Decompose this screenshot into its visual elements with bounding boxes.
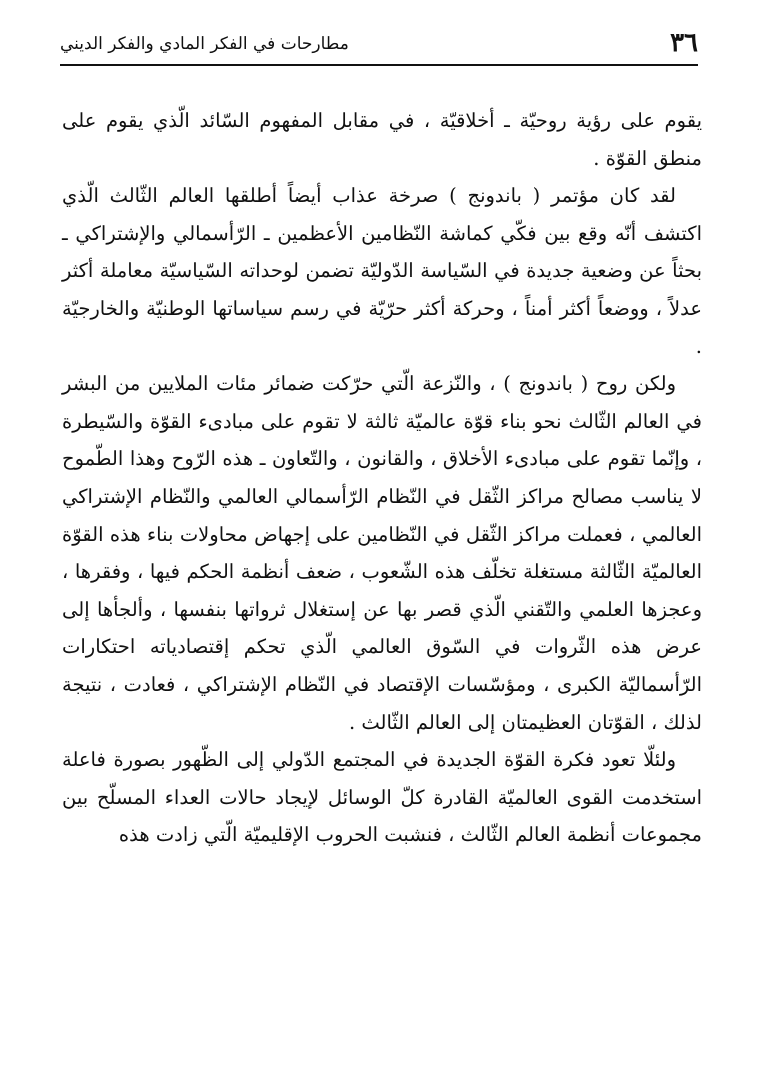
paragraph-1: يقوم على رؤية روحيّة ـ أخلاقيّة ، في مقابل المفهوم السّائد الّذي يقوم على منطق القوّة .	[62, 109, 702, 170]
paragraph-4: ولئلّا تعود فكرة القوّة الجديدة في المجتمع الدّولي إلى الظّهور بصورة فاعلة استخدمت القوى العالميّة القادرة كلّ الوسائل لإيجاد حالات العداء المسلّح بين مجموعات أنظمة العالم الثّالث ، فنشبت الحروب الإقليميّة الّتي زادت هذه	[62, 748, 702, 847]
page-number: ٣٦	[670, 28, 698, 58]
paragraph-2: لقد كان مؤتمر ( باندونج ) صرخة عذاب أيضاً أطلقها العالم الثّالث الّذي اكتشف أنّه وقع بين فكّي كماشة النّظامين الأعظمين ـ الرّأسمالي والإشتراكي ـ بحثاً عن وضعية جديدة في السّياسة الدّوليّة تضمن لوحداته السّياسيّة معاملة أكثر عدلاً ، ووضعاً أكثر أمناً ، وحركة أكثر حرّيّة في رسم سياساتها الوطنيّة والخارجيّة .	[62, 184, 702, 358]
body-text	[62, 102, 702, 854]
paragraph-3: ولكن روح ( باندونج ) ، والنّزعة الّتي حرّكت ضمائر مئات الملايين من البشر في العالم الثّالث نحو بناء قوّة عالميّة ثالثة لا تقوم على مبادىء القوّة والسّيطرة ، وإنّما تقوم على مبادىء الأخلاق ، والقانون ، والتّعاون ـ هذه الرّوح وهذا الطّموح لا يناسب مصالح مراكز الثّقل في النّظام الرّأسمالي العالمي والنّظام الإشتراكي العالمي ، فعملت مراكز الثّقل في النّظامين على إجهاض محاولات بناء هذه القوّة العالميّة الثّالثة مستغلة تخلّف هذه الشّعوب ، ضعف أنظمة الحكم فيها ، وفقرها ، وعجزها العلمي والتّقني الّذي قصر بها عن إستغلال ثرواتها بنفسها ، وألجأها إلى عرض هذه الثّروات في السّوق العالمي الّذي تحكم إقتصادياته احتكارات الرّأسماليّة الكبرى ، ومؤسّسات الإقتصاد في النّظام الإشتراكي ، فعادت ، نتيجة لذلك ، القوّتان العظيمتان إلى العالم الثّالث .	[62, 372, 702, 734]
header-rule	[60, 64, 698, 66]
running-header	[60, 26, 698, 66]
running-title: مطارحات في الفكر المادي والفكر الديني	[60, 34, 349, 54]
